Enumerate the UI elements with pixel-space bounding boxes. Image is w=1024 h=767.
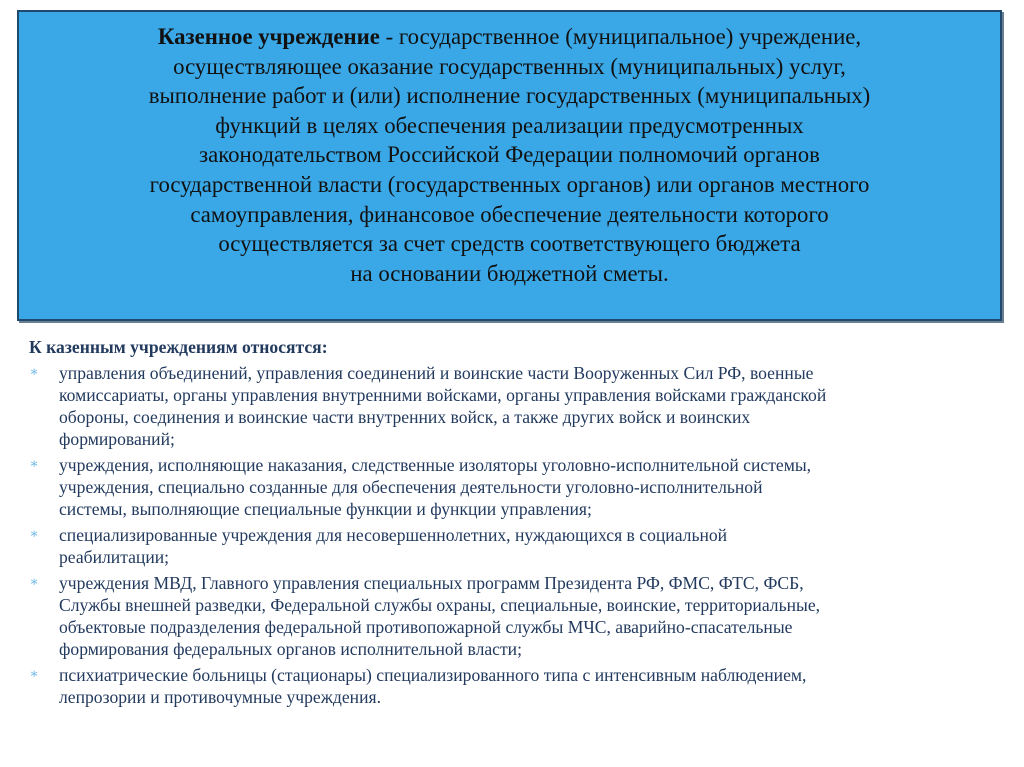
definition-line: функций в целях обеспечения реализации предусмотренных xyxy=(215,112,804,138)
definition-text: - государственное (муниципальное) учреждение, xyxy=(379,24,862,49)
list-item-line: учреждения МВД, Главного управления специальных программ Президента РФ, ФМС, ФТС, ФСБ, xyxy=(59,573,804,593)
list-item-line: системы, выполняющие специальные функции и функции управления; xyxy=(59,499,592,519)
list-item xyxy=(27,664,997,708)
list-item-line: реабилитации; xyxy=(59,547,170,567)
institution-list xyxy=(27,336,997,712)
definition-term: Казенное учреждение xyxy=(157,24,380,49)
list-item-line: специализированные учреждения для несовершеннолетних, нуждающихся в социальной xyxy=(59,525,728,545)
definition-first-line xyxy=(37,22,982,52)
definition-line: осуществляющее оказание государственных (муниципальных) услуг, xyxy=(173,53,846,79)
list-item-line: учреждения, специально созданные для обеспечения деятельности уголовно-исполнительной xyxy=(59,477,763,497)
bullet-icon: ∗ xyxy=(29,667,39,682)
list-item xyxy=(27,524,997,568)
definition-box xyxy=(17,10,1002,321)
list-item-line: психиатрические больницы (стационары) специализированного типа с интенсивным наблюдением, xyxy=(59,665,807,685)
list-item xyxy=(27,454,997,520)
list-item-line: обороны, соединения и воинские части внутренних войск, а также других войск и воинских xyxy=(59,407,751,427)
list-item-line: лепрозории и противочумные учреждения. xyxy=(59,687,381,707)
list-item xyxy=(27,362,997,450)
definition-line: государственной власти (государственных органов) или органов местного xyxy=(149,171,870,197)
list-item-line: Службы внешней разведки, Федеральной службы охраны, специальные, воинские, территориальные, xyxy=(59,595,821,615)
list-item-line: объектовые подразделения федеральной противопожарной службы МЧС, аварийно-спасательные xyxy=(59,617,793,637)
bullet-icon: ∗ xyxy=(29,365,39,380)
list-heading: К казенным учреждениям относятся: xyxy=(29,337,328,357)
definition-line: самоуправления, финансовое обеспечение деятельности которого xyxy=(190,201,829,227)
definition-line: осуществляется за счет средств соответствующего бюджета xyxy=(218,231,801,257)
bullet-icon: ∗ xyxy=(29,457,39,472)
list-item-line: формирований; xyxy=(59,429,175,449)
definition-line: на основании бюджетной сметы. xyxy=(350,260,669,286)
list-item xyxy=(27,572,997,660)
definition-line: законодательством Российской Федерации полномочий органов xyxy=(199,142,820,168)
bullet-icon: ∗ xyxy=(29,575,39,590)
bullet-icon: ∗ xyxy=(29,527,39,542)
list-item-line: управления объединений, управления соединений и воинские части Вооруженных Сил РФ, военные xyxy=(59,363,814,383)
definition-line: выполнение работ и (или) исполнение государственных (муниципальных) xyxy=(148,83,871,109)
list-item-line: комиссариаты, органы управления внутренними войсками, органы управления войсками гражданской xyxy=(59,385,827,405)
list-item-line: формирования федеральных органов исполнительной власти; xyxy=(59,639,522,659)
list-item-line: учреждения, исполняющие наказания, следственные изоляторы уголовно-исполнительной системы, xyxy=(59,455,812,475)
